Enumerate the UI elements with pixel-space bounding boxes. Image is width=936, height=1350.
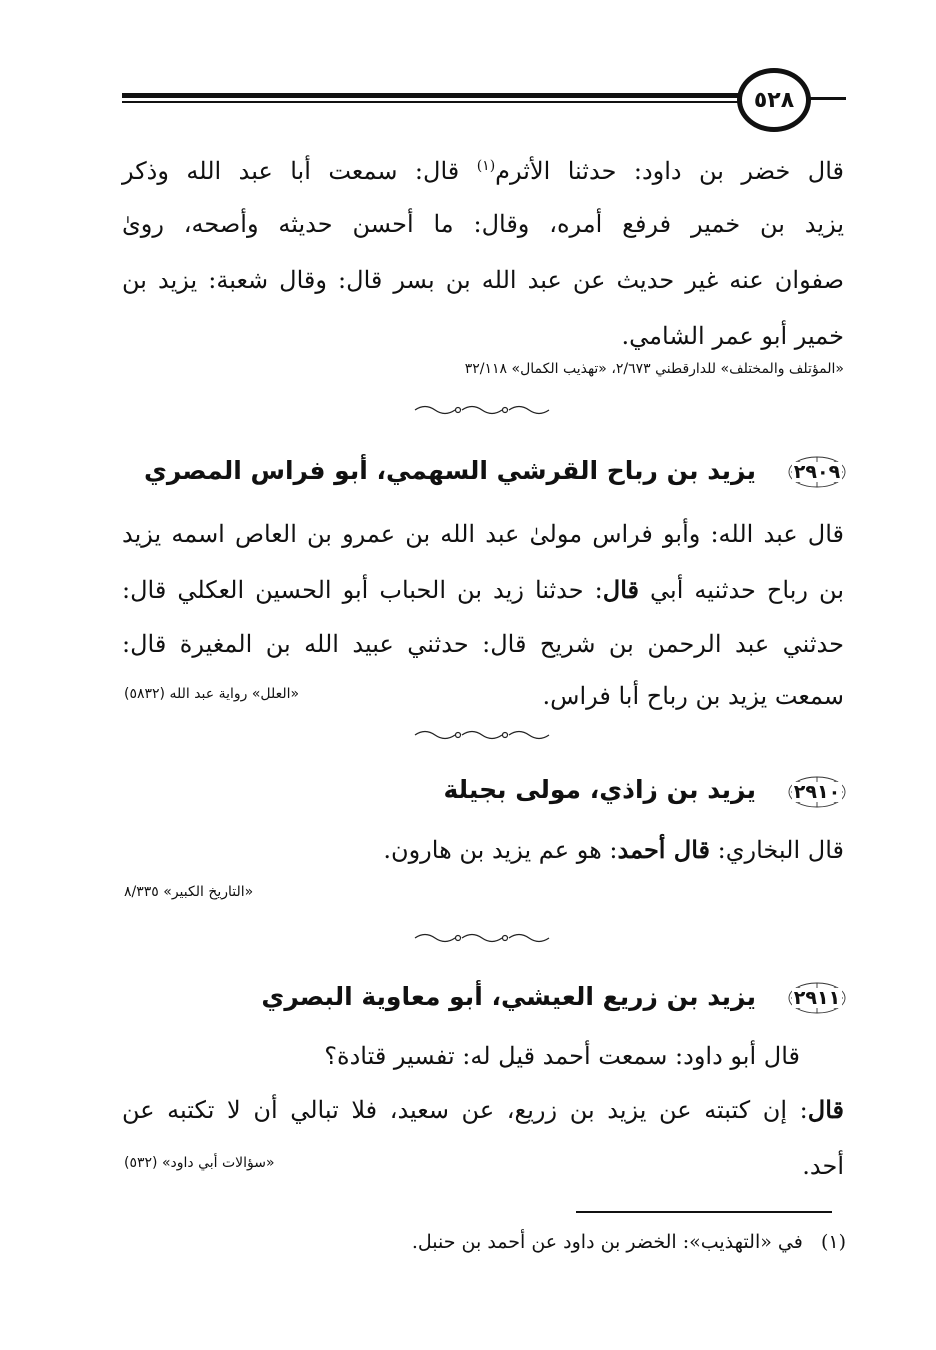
entry-2909-source: «العلل» رواية عبد الله (٥٨٣٢) [124,686,300,702]
entry-2910-line-bold: قال أحمد [617,835,711,864]
entry-number-badge [786,454,848,490]
entry-2911-line-2-bold: قال [807,1095,844,1124]
entry-2908-line-1-text: قال خضر بن داود: حدثنا الأثرم [495,157,844,185]
page-number-text: ٥٢٨ [753,87,795,113]
entry-2909-line-3: حدثني عبد الرحمن بن شريح قال: حدثني عبيد الله بن المغيرة قال: [122,630,844,658]
entry-number-badge [786,774,848,810]
entry-2910-line-after: : هو عم يزيد بن هارون. [383,836,618,864]
footnote-rule [576,1211,832,1213]
entry-2911-title: يزيد بن زريع العيشي، أبو معاوية البصري [261,982,756,1011]
header-rule-bottom [122,101,742,103]
entry-2910-line-1 [383,834,844,866]
entry-2910-title: يزيد بن زاذي، مولى بجيلة [443,775,756,804]
entry-2909-line-2-after: : حدثنا زيد بن الحباب أبو الحسين العكلي قال: [122,576,603,604]
ornament-divider [410,727,560,743]
entry-2909-line-4: سمعت يزيد بن رباح أبا فراس. [542,682,844,710]
entry-2909-line-2-bold: قال [602,575,639,604]
entry-2911-line-1: قال أبو داود: سمعت أحمد قيل له: تفسير قتادة؟ [324,1042,800,1070]
ornament-divider [410,402,560,418]
entry-number-badge [786,980,848,1016]
entry-2909-line-2 [122,574,844,606]
entry-2908-line-1-after: قال: سمعت أبا عبد الله وذكر [122,157,477,185]
entry-2911-source: «سؤالات أبي داود» (٥٣٢) [124,1155,275,1171]
entry-2909-title: يزيد بن رباح القرشي السهمي، أبو فراس المصري [143,456,756,485]
entry-2910-source: «التاريخ الكبير» ٨/٣٣٥ [124,884,254,900]
header-rule-right [808,97,846,100]
ornament-divider [410,930,560,946]
header-rule-top [122,93,742,98]
entry-2909-line-1: قال عبد الله: وأبو فراس مولىٰ عبد الله بن عمرو بن العاص اسمه يزيد [122,520,844,548]
entry-2908-source: «المؤتلف والمختلف» للدارقطني ٢/٦٧٣، «تهذيب الكمال» ٣٢/١١٨ [464,361,844,377]
entry-2908-line-1 [122,150,844,187]
page-number [737,68,811,132]
entry-2910-number: ٢٩١٠ [793,781,841,803]
entry-2908-line-3: صفوان عنه غير حديث عن عبد الله بن بسر قال: وقال شعبة: يزيد بن [122,266,844,294]
footnote-text: في «التهذيب»: الخضر بن داود عن أحمد بن حنبل. [411,1231,803,1253]
footnote-marker: (١) [476,158,496,174]
entry-2908-line-4: خمير أبو عمر الشامي. [621,322,844,350]
entry-2910-line-pre: قال البخاري: [710,836,844,864]
entry-2909-number: ٢٩٠٩ [793,461,841,483]
footnote [412,1228,846,1256]
entry-2908-line-2: يزيد بن خمير فرفع أمره، وقال: ما أحسن حديثه وأصحه، روىٰ [122,210,844,238]
entry-2911-line-3: أحد. [802,1152,844,1180]
entry-2911-line-2 [122,1094,844,1126]
footnote-number: (١) [820,1231,846,1253]
entry-2911-line-2-after: : إن كتبته عن يزيد بن زريع، عن سعيد، فلا تبالي أن لا تكتبه عن [122,1096,808,1124]
entry-2911-number: ٢٩١١ [793,987,841,1009]
entry-2909-line-2-pre: بن رباح حدثنيه أبي [638,576,844,604]
